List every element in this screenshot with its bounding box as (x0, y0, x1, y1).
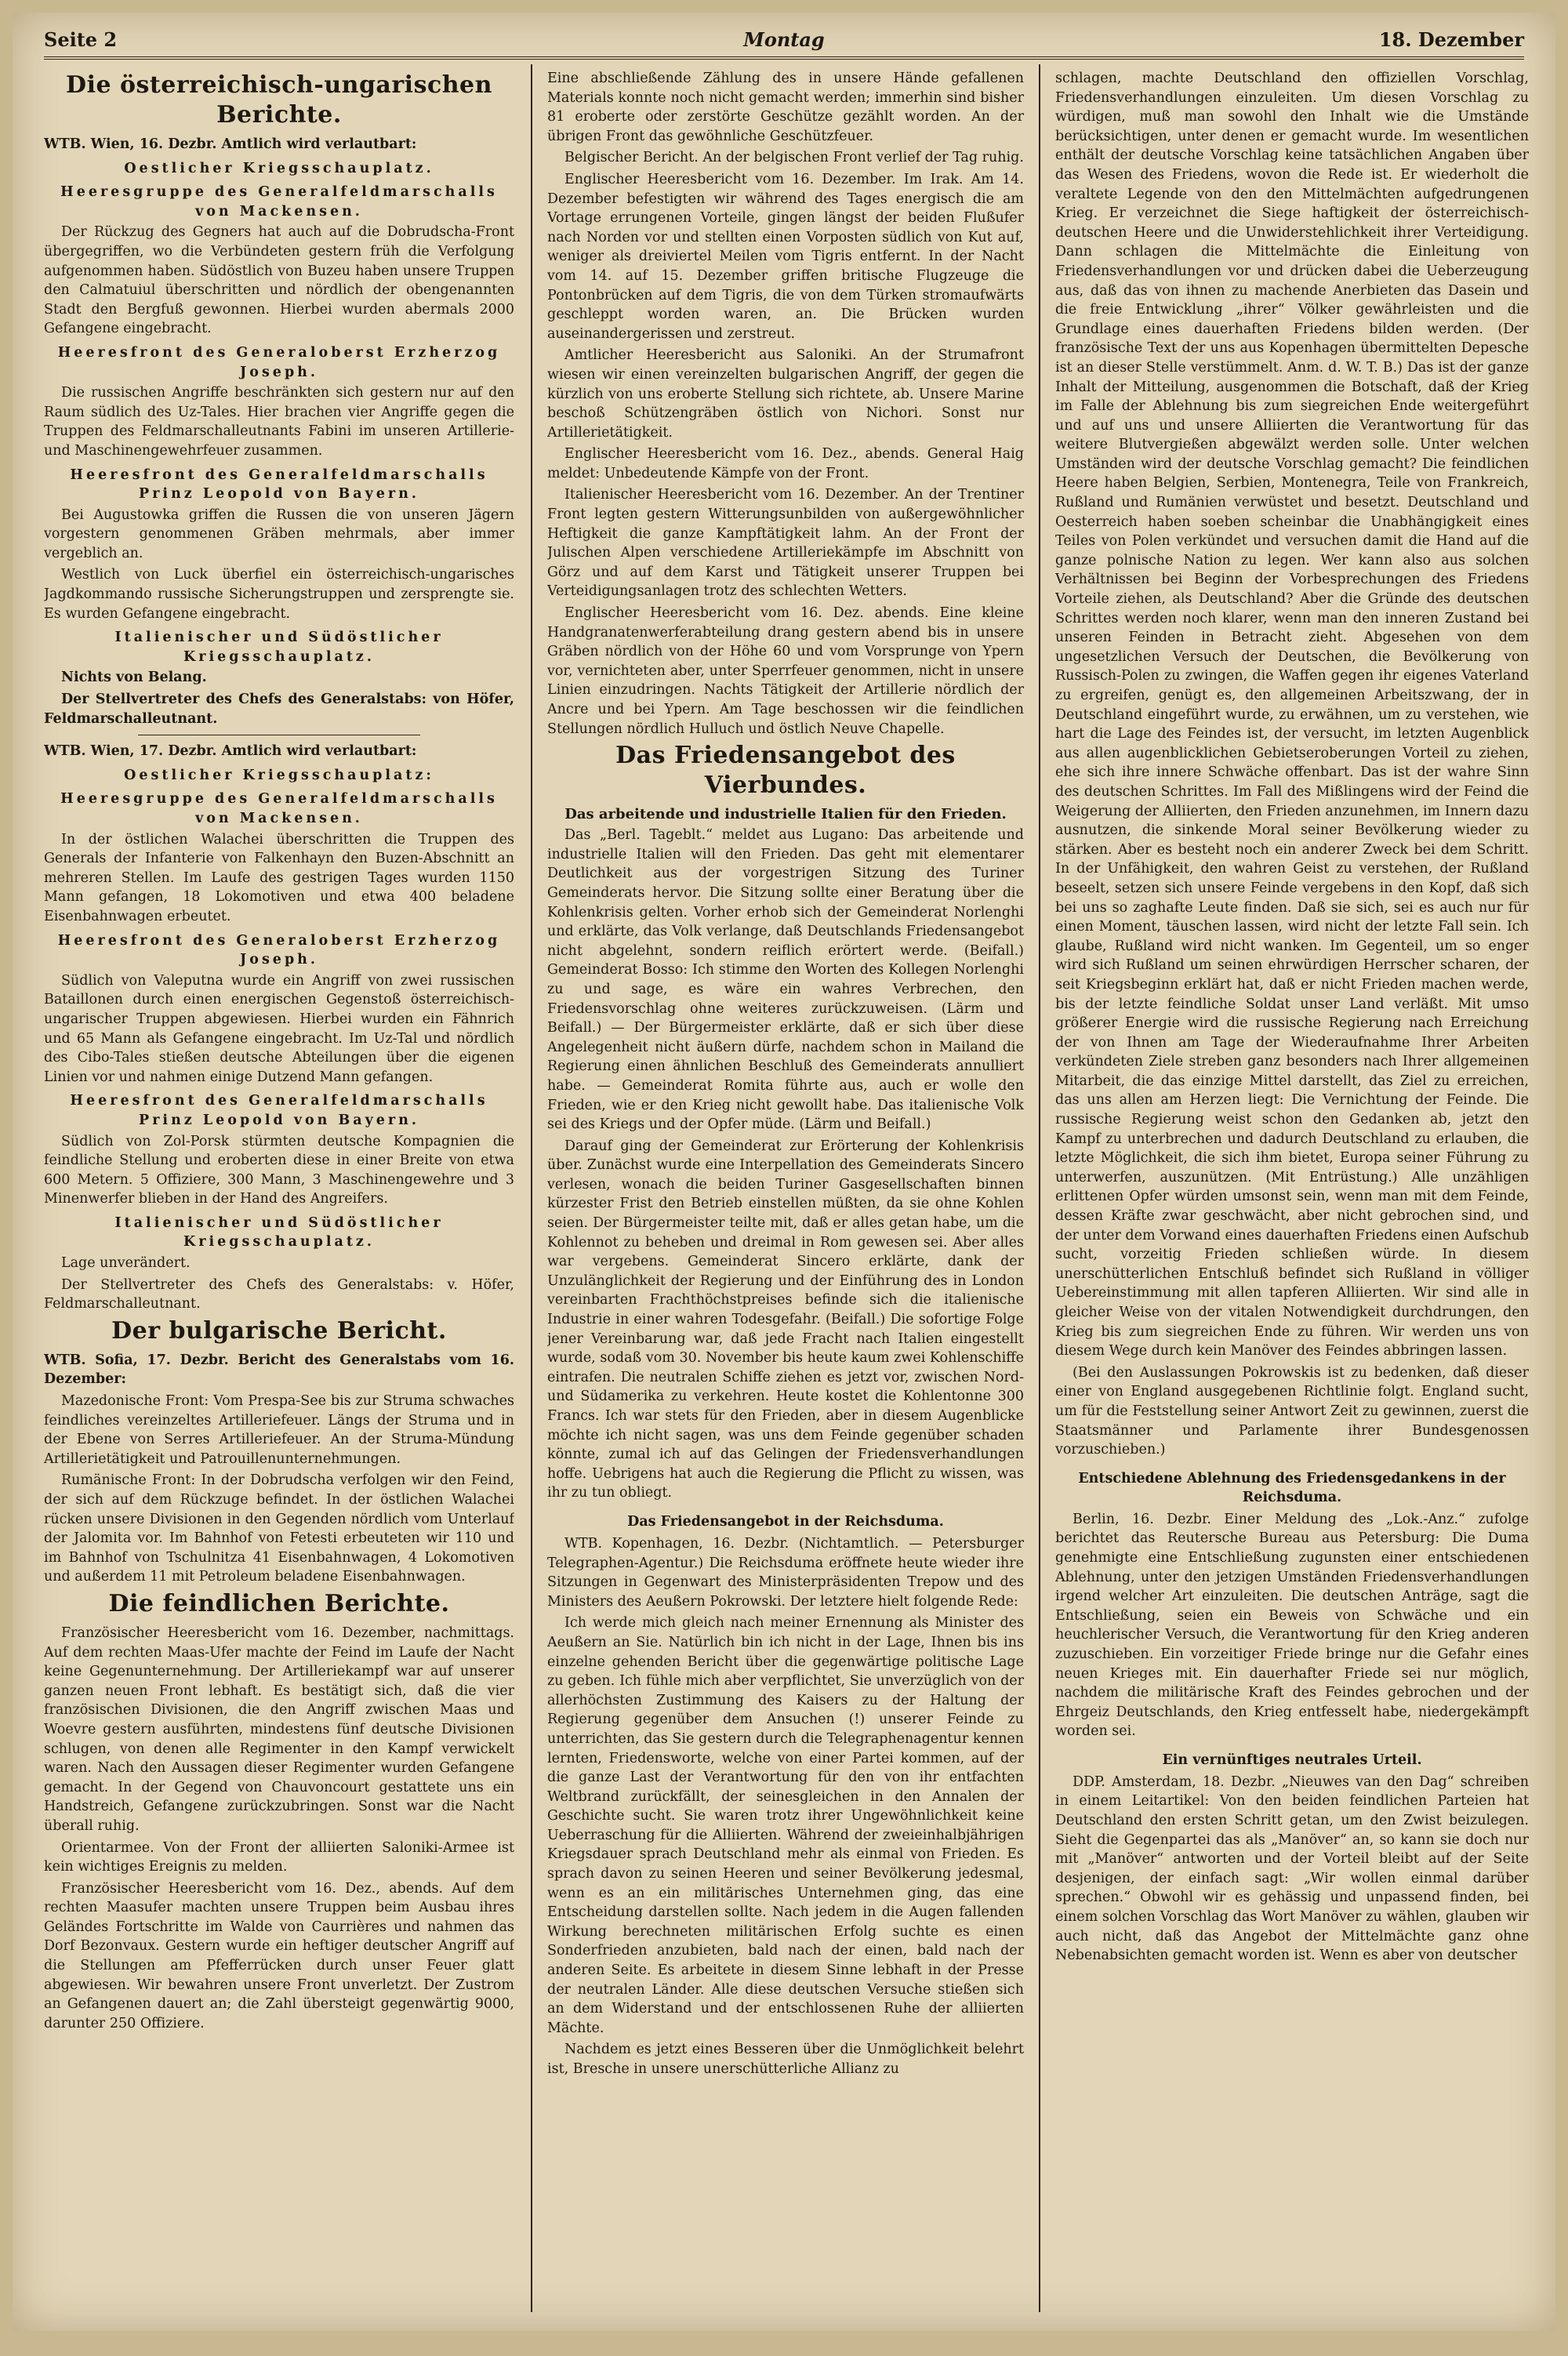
article-paragraph: Englischer Heeresbericht vom 16. Dezember. Im Irak. Am 14. Dezember befestigten wir während des Tages energisch die am Vortage errungenen Vorteile, gingen längst der beiden Flußufer nach Norden vor und stellten einen Vorposten südlich von Kut auf, weniger als dreiviertel Meilen vom Tigris entfernt. In der Nacht vom 14. auf 15. Dezember griffen britische Flugzeuge die Pontonbrücken auf dem Tigris, die von dem Türken stromaufwärts geschleppt worden waren, an. Die Brücken wurden auseinandergerissen und zerstreut. (547, 171, 1024, 342)
page-number: Seite 2 (44, 28, 118, 51)
article-paragraph: schlagen, machte Deutschland den offiziellen Vorschlag, Friedensverhandlungen einzuleiten. Um diesen Vorschlag zu würdigen, muß man sowohl den Inhalt wie die Umstände berücksichtigen, unter denen er gemacht wurde. Im wesentlichen enthält der deutsche Vorschlag keine tatsächlichen Angaben über das Wesen des Friedens, wovon die Rede ist. Er wiederholt die veraltete Legende von den den Mittelmächten aufgedrungenen Krieg. Er verzeichnet die Siege haftigkeit der österreichisch-deutschen Heere und die Unwiderstehlichkeit ihrer Verteidigung. Dann schlagen die Mittelmächte die Einleitung von Friedensverhandlungen vor und drücken dabei die Ueberzeugung aus, daß das von ihnen zu machende Anerbieten das Dasein und die freie Entwicklung „ihrer“ Völker gewährleisten und die Grundlage eines dauerhaften Friedens bilden werden. (Der französische Text der uns aus Kopenhagen übermittelten Depesche ist an dieser Stelle verstümmelt. Anm. d. W. T. B.) Das ist der ganze Inhalt der Mitteilung, ausgenommen die Botschaft, daß der Krieg im Falle der Ablehnung bis zum siegreichen Ende weitergeführt und auf uns und unsere Alliierten die Verantwortung für das weitere Blutvergießen abgewälzt werden solle. Unter welchen Umständen wird der deutsche Vorschlag gemacht? Die feindlichen Heere haben Belgien, Serbien, Montenegra, Teile von Frankreich, Rußland und Rumänien verwüstet und besetzt. Deutschland und Oesterreich haben soeben scheinbar die Unabhängigkeit eines Teiles von Polen verkündet und versuchen damit die Hand auf die ganze polnische Nation zu legen. Wer kann also aus solchen Verhältnissen bei Beginn der Vorbesprechungen des Friedens Vorteile ziehen, als Deutschland? Aber die Gründe des deutschen Schrittes werden noch klarer, wenn man den inneren Zustand bei unseren Feinden in Betracht zieht. Abgesehen von dem ungesetzlichen Versuch der Deutschen, die Bevölkerung von Russisch-Polen zu zwingen, die Waffen gegen ihr eigenes Vaterland zu ergreifen, genügt es, den allgemeinen Arbeitszwang, der in Deutschland eingeführt wurde, zu erwähnen, um zu verstehen, wie hart die Lage des Feindes ist, der versucht, im letzten Augenblick aus allen augenblicklichen Gebietseroberungen Vorteil zu ziehen, ehe sich ihre innere Schwäche offenbart. Das ist der wahre Sinn des deutschen Schrittes. Im Fall des Mißlingens wird der Feind die Weigerung der Alliierten, den Frieden anzunehmen, im Innern dazu ausnutzen, die sinkende Moral seiner Bevölkerung wieder zu stärken. Aber es besteht noch ein anderer Zweck bei dem Schritt. In der Unfähigkeit, den wahren Geist zu verstehen, der Rußland beseelt, setzen sich unsere Feinde vergebens in den Kopf, daß sich bei uns so zaghafte Leute finden. Daß sie sich, sei es auch nur für einen Moment, täuschen lassen, wird nicht der letzte Fall sein. Ich glaube, Rußland wird nicht wanken. Im Gegenteil, um so enger wird sich Rußland um seinen ehrwürdigen Herrscher scharen, der seit Kriegsbeginn erklärt hat, daß er nicht Frieden machen werde, bis der letzte feindliche Soldat unser Land verläßt. Mit umso größerer Energie wird die russische Regierung nach Erreichung der von Ihnen am Tage der Wiederaufnahme Ihrer Arbeiten verkündeten Ziele streben ganz besonders nach Ihrer allgemeinen Mitarbeit, die das einzige Mittel darstellt, das Ziel zu erreichen, das uns allen am Herzen liegt: Die Vernichtung der Feinde. Die russische Regierung weist schon den Gedanken ab, jetzt den Kampf zu unterbrechen und dadurch Deutschland zu erlauben, die letzte Möglichkeit, die sich ihm bietet, Europa seiner Führung zu unterwerfen, auszunützen. (Mit Entrüstung.) Alle unzähligen erlittenen Opfer würden umsonst sein, wenn man mit dem Feinde, dessen Kräfte zwar geschwächt, aber nicht gebrochen sind, und der unter dem Vorwand eines dauerhaften Friedens einen Aufschub sucht, vorzeitig Frieden schließen würde. In diesem unerschütterlichen Entschluß befindet sich Rußland in völliger Uebereinstimmung mit allen tapferen Alliierten. Wir sind alle in gleicher Weise von der vitalen Notwendigkeit durchdrungen, den Krieg bis zum siegreichen Ende zu führen. Wir werden uns von diesem Wege durch kein Manöver des Feindes abbringen lassen. (1055, 71, 1529, 1360)
army-group-heading: Heeresgruppe des Generalfeldmarschalls von Mackensen. (60, 184, 498, 220)
article-paragraph: Belgischer Bericht. An der belgischen Front verlief der Tag ruhig. (564, 150, 1024, 166)
article-paragraph: DDP. Amsterdam, 18. Dezbr. „Nieuwes van den Dag“ schreiben in einem Leitartikel: Von den beiden feindlichen Parteien hat Deutschland den ersten Schritt getan, um den Zwist beizulegen. Sieht die Gegenpartei das als „Manöver“ an, so kann sie doch nur mit „Manöver“ antworten und der Vorteil bleibt auf der Seite desjenigen, der einfach sagt: „Wir wollen einmal darüber sprechen.“ Obwohl wir es gehässig und unpassend finden, bei einem solchen Vorschlag das Wort Manöver zu wählen, glauben wir auch nicht, daß das Angebot der Mittelmächte ganz ohne Nebenabsichten gemacht worden ist. Wenn es aber von deutscher (1055, 1773, 1529, 1964)
column-rule (1039, 64, 1040, 2312)
article-paragraph: Französischer Heeresbericht vom 16. Dez., abends. Auf dem rechten Maasufer machten unsere Truppen beim Ausbau ihres Geländes Fortschritte im Walde von Caurrières und nahmen das Dorf Bezonvaux. Gestern wurde ein heftiger deutscher Angriff auf die Stellungen am Pfefferrücken durch unser Feuer glatt abgewiesen. Wir bewahren unsere Front unverletzt. Der Zustrom an Gefangenen dauert an; die Zahl übersteigt gegenwärtig 9000, darunter 250 Offiziere. (44, 1880, 514, 2031)
article-paragraph: Westlich von Luck überfiel ein österreichisch-ungarisches Jagdkommando russische Sicherungstruppen und zersprengte sie. Es wurden Gefangene eingebracht. (44, 567, 514, 622)
report-lead: WTB. Wien, 17. Dezbr. Amtlich wird verlautbart: (44, 743, 417, 760)
weekday: Montag (743, 28, 825, 51)
section-title-enemy-reports: Die feindlichen Berichte. (108, 1589, 450, 1617)
army-group-heading: Heeresfront des Generaloberst Erzherzog Joseph. (57, 932, 501, 968)
article-paragraph: Italienischer Heeresbericht vom 16. Dezember. An der Trentiner Front legten gestern Witterungsunbilden von außergewöhnlicher Heftigkeit die ganze Kampftätigkeit lahm. An der Front der Julischen Alpen verschiedene Artilleriekämpfe im Abschnitt von Görz und auf dem Karst und Tätigkeit unserer Truppen bei Verteidigungsanlagen trotz des schlechten Wetters. (547, 487, 1024, 600)
article-paragraph: Südlich von Valeputna wurde ein Angriff von zwei russischen Bataillonen durch einen energischen Gegenstoß österreichisch-ungarischer Truppen abgewiesen. Hierbei wurden ein Fähnrich und 65 Mann als Gefangene eingebracht. Im Uz-Tal und nördlich des Cibo-Tales stießen deutsche Abteilungen über die eigenen Linien vor und nahmen einige Dutzend Mann gefangen. (44, 972, 514, 1085)
theater-heading: Oestlicher Kriegsschauplatz: (124, 767, 434, 783)
theater-heading: Italienischer und Südöstlicher Kriegsschauplatz. (114, 630, 444, 665)
article-paragraph: Das „Berl. Tageblt.“ meldet aus Lugano: Das arbeitende und industrielle Italien will den Frieden. Das geht mit elementarer Deutlichkeit aus der vorgestrigen Sitzung des Turiner Gemeinderats hervor. Die Sitzung sollte einer Beratung über die Kohlenkrisis gelten. Vorher erhob sich der Gemeinderat Norlenghi und erklärte, das Volk verlange, daß Deutschlands Friedensangebot nicht abgelehnt, sondern reiflich erörtert werde. (Beifall.) Gemeinderat Bosso: Ich stimme den Worten des Kollegen Norlenghi zu und sage, es wäre ein wahres Verbrechen, den Friedensvorschlag ohne weiteres zurückzuweisen. (Lärm und Beifall.) — Der Bürgermeister erklärte, daß er sich über diese Angelegenheit nicht äußern dürfe, nachdem schon in Mailand die Regierung einen ähnlichen Beschluß des Gemeinderats annulliert habe. — Gemeinderat Romita führte aus, auch er wolle den Frieden, wie er den Krieg nicht gewollt habe. Das italienische Volk sei des Kriegs und der Opfer müde. (Lärm und Beifall.) (547, 827, 1024, 1133)
subheading: Das Friedensangebot in der Reichsduma. (627, 1513, 944, 1530)
article-paragraph: Darauf ging der Gemeinderat zur Erörterung der Kohlenkrisis über. Zunächst wurde eine Interpellation des Gemeinderats Sincero verlesen, wonach die beiden Turiner Gasgesellschaften binnen kürzester Frist den Betrieb einstellen müßten, da sie ohne Kohlen seien. Der Bürgermeister teilte mit, daß er alles getan habe, um die Kohlennot zu beheben und dreimal in Rom gewesen sei. Aber alles war vergebens. Gemeinderat Sincero erklärte, dank der Unzulänglichkeit der Regierung und der Einführung des in London vereinbarten Frachthöchstpreises befinde sich die italienische Industrie in einer wahren Todesgefahr. (Beifall.) Die sofortige Folge jener Vereinbarung war, daß jede Fracht nach Italien eingestellt wurde, sodaß vom 30. November bis heute kaum zwei Kohlenschiffe eintrafen. Die neutralen Schiffe ziehen es jetzt vor, zwischen Nord- und Südamerika zu verkehren. Heute kostet die Kohlentonne 300 Francs. Ich war stets für den Frieden, aber in diesem Augenblicke möchte ich nicht sagen, was uns dem Feinde gegenüber schaden könnte, zumal ich auf das Gelingen der Friedensverhandlungen hoffe. Uebrigens hat auch die Regierung die Pflicht zu wissen, was ihr zu tun obliegt. (547, 1138, 1024, 1501)
article-paragraph: Mazedonische Front: Vom Prespa-See bis zur Struma schwaches feindliches vereinzeltes Artilleriefeuer. Längs der Struma und in der Ebene von Serres Artilleriefeuer. An der Struma-Mündung Artillerietätigkeit und Patrouillenunternehmungen. (44, 1393, 514, 1467)
section-title-austro-hungarian: Die österreichisch-ungarischen Berichte. (66, 71, 492, 129)
article-paragraph: Orientarmee. Von der Front der alliierten Saloniki-Armee ist kein wichtiges Ereignis zu melden. (44, 1839, 514, 1875)
army-group-heading: Heeresfront des Generaloberst Erzherzog Joseph. (57, 344, 501, 380)
newspaper-page (13, 13, 1555, 2331)
report-lead: WTB. Sofia, 17. Dezbr. Bericht des Generalstabs vom 16. Dezember: (44, 1352, 514, 1388)
article-paragraph: Die russischen Angriffe beschränkten sich gestern nur auf den Raum südlich des Uz-Tales. Hier brachen vier Angriffe gegen die Truppen des Feldmarschalleutnants Fabini im unseren Artillerie- und Maschinengewehrfeuer zusammen. (44, 385, 514, 459)
article-paragraph: Französischer Heeresbericht vom 16. Dezember, nachmittags. Auf dem rechten Maas-Ufer machte der Feind im Laufe der Nacht keine Gegenunternehmung. Der Artilleriekampf war auf unserer ganzen neuen Front lebhaft. Es bestätigt sich, daß die vier französischen Divisionen, die den Angriff zwischen Maas und Woevre gestern ausführten, mindestens fünf deutsche Divisionen schlugen, von denen alle Regimenter in den Kampf verwickelt waren. Nach den Aussagen dieser Regimenter wurden Gefangene gemacht. In der Gegend von Chauvoncourt gestattete uns ein Handstreich, Gefangene zurückzubringen. Sonst war die Nacht überall ruhig. (44, 1625, 514, 1834)
article-paragraph: Lage unverändert. (61, 1255, 191, 1272)
article-paragraph: Amtlicher Heeresbericht aus Saloniki. An der Strumafront wiesen wir einen vereinzelten bulgarischen Angriff, der gegen die kürzlich von uns eroberte Stellung sich richtete, ab. Unsere Marine beschoß Schützengräben östlich von Nichori. Sonst nur Artillerietätigkeit. (547, 347, 1024, 441)
column-1 (44, 69, 514, 2312)
subheading: Das arbeitende und industrielle Italien für den Frieden. (564, 806, 1007, 823)
article-paragraph: Ich werde mich gleich nach meiner Ernennung als Minister des Aeußern an Sie. Natürlich bin ich nicht in der Lage, Ihnen bis ins einzelne gehenden Bericht über die gegenwärtige politische Lage zu geben. Ich fühle mich aber verpflichtet, Sie unverzüglich von der allerhöchsten Zustimmung des Kaisers zu der Haltung der Regierung gegenüber dem Ansuchen (!) unserer Feinde zu unterrichten, das Sie gestern durch die Telegraphenagentur kennen lernten, Friedensworte, welche von einer Partei kommen, auf der die ganze Last der Verantwortung für den von ihr entfachten Weltbrand zurückfällt, der seinesgleichen in den Annalen der Geschichte sucht. Sie waren trotz ihrer Ungewöhnlichkeit keine Ueberraschung für die Alliierten. Während der zweieinhalbjährigen Kriegsdauer sprach Deutschland mehr als einmal von Frieden. Es sprach davon zu seinen Heeren und seiner Bevölkerung jedesmal, wenn es an ein militärisches Unternehmen ging, das eine Entscheidung darstellen sollte. Nach jedem in die Augen fallenden Wirkung berechneten militärischen Erfolg suchte es einen Sonderfrieden anzubieten, bald nach der einen, bald nach der anderen Seite. Es arbeitete in diesem Sinne lebhaft in der Presse der neutralen Länder. Alle diese deutschen Versuche stießen sich an dem Widerstand und der entschlossenen Ruhe der alliierten Mächte. (547, 1615, 1024, 2036)
column-rule (531, 64, 532, 2312)
article-paragraph: Rumänische Front: In der Dobrudscha verfolgen wir den Feind, der sich auf dem Rückzuge befindet. In der östlichen Walachei rücken unsere Divisionen in den Gegenden nördlich vom Unterlauf der Jalomita vor. Im Bahnhof von Fetesti erbeuteten wir 110 und im Bahnhof von Tschulnitza 41 Eisenbahnwagen, 4 Lokomotiven und außerdem 11 mit Petroleum beladene Eisenbahnwagen. (44, 1472, 514, 1585)
theater-heading: Italienischer und Südöstlicher Kriegsschauplatz. (114, 1214, 444, 1251)
article-paragraph: Der Rückzug des Gegners hat auch auf die Dobrudscha-Front übergegriffen, wo die Verbündeten gestern früh die Verfolgung aufgenommen haben. Südöstlich von Buzeu haben unsere Truppen den Calmatuiul überschritten und nördlich der obengenannten Stadt den Bergfuß gewonnen. Hierbei wurden abermals 2000 Gefangene eingebracht. (44, 224, 514, 337)
army-group-heading: Heeresfront des Generalfeldmarschalls Prinz Leopold von Bayern. (70, 466, 488, 503)
article-paragraph: Berlin, 16. Dezbr. Einer Meldung des „Lok.-Anz.“ zufolge berichtet das Reutersche Bureau aus Petersburg: Die Duma genehmigte eine Entschließung zugunsten einer entschiedenen Ablehnung, unter den jetzigen Umständen Friedensverhandlungen irgend welcher Art einzuleiten. Die deutschen Anträge, sagt die Entschließung, seien ein Beweis von Schwäche und ein heuchlerischer Versuch, die Verantwortung für den Krieg anderen zuzuschieben. Ein vorzeitiger Friede bringe nur die Gefahr eines neuen Krieges mit. Ein dauerhafter Friede sei nur möglich, nachdem die militärische Kraft des Feindes gebrochen und der Ehrgeiz Deutschlands, den Krieg entfesselt habe, niedergekämpft worden sei. (1055, 1511, 1529, 1740)
column-2 (547, 69, 1024, 2312)
theater-heading: Oestlicher Kriegsschauplatz. (124, 160, 434, 176)
article-paragraph: Südlich von Zol-Porsk stürmten deutsche Kompagnien die feindliche Stellung und eroberten diese in einer Breite von etwa 600 Metern. 5 Offiziere, 300 Mann, 3 Maschinengewehre und 3 Minenwerfer blieben in der Hand des Angreifers. (44, 1133, 514, 1207)
signature: Der Stellvertreter des Chefs des Generalstabs: v. Höfer, Feldmarschalleutnant. (44, 1276, 514, 1312)
article-paragraph: WTB. Kopenhagen, 16. Dezbr. (Nichtamtlich. — Petersburger Telegraphen-Agentur.) Die Reichsduma eröffnete heute wieder ihre Sitzungen in Gegenwart des Ministerpräsidenten Trepow und des Ministers des Aeußern Pokrowski. Der letztere hielt folgende Rede: (547, 1535, 1024, 1610)
signature: Der Stellvertreter des Chefs des Generalstabs: von Höfer, Feldmarschalleutnant. (44, 692, 514, 727)
section-title-peace-offer: Das Friedensangebot des Vierbundes. (615, 742, 956, 800)
column-3 (1055, 69, 1529, 2312)
article-paragraph: (Bei den Auslassungen Pokrowskis ist zu bedenken, daß dieser einer von England ausgegebenen Richtlinie folgt. England sucht, um für die Feststellung seiner Antwort Zeit zu gewinnen, zuerst die Staatsmänner und Parlamente ihrer Bundesgenossen vorzuschieben.) (1055, 1364, 1529, 1458)
army-group-heading: Heeresfront des Generalfeldmarschalls Prinz Leopold von Bayern. (70, 1093, 488, 1128)
subheading: Entschiedene Ablehnung des Friedensgedankens in der Reichsduma. (1078, 1470, 1506, 1505)
subheading: Ein vernünftiges neutrales Urteil. (1162, 1752, 1422, 1768)
article-paragraph: Nachdem es jetzt eines Besseren über die Unmöglichkeit belehrt ist, Bresche in unsere unerschütterliche Allianz zu (547, 2042, 1024, 2077)
running-header (44, 22, 1524, 60)
article-paragraph: In der östlichen Walachei überschritten die Truppen des Generals der Infanterie von Falkenhayn den Buzen-Abschnitt an mehreren Stellen. Im Laufe des gestrigen Tages wurden 1150 Mann gefangen, 18 Lokomotiven und etwa 400 beladene Eisenbahnwagen erbeutet. (44, 831, 514, 924)
article-paragraph: Englischer Heeresbericht vom 16. Dez., abends. General Haig meldet: Unbedeutende Kämpfe von der Front. (547, 446, 1024, 481)
army-group-heading: Heeresgruppe des Generalfeldmarschalls von Mackensen. (60, 791, 498, 826)
section-title-bulgarian: Der bulgarische Bericht. (111, 1316, 447, 1345)
article-paragraph: Bei Augustowka griffen die Russen die von unseren Jägern vorgestern genommenen Gräben mehrmals, aber immer vergeblich an. (44, 506, 514, 561)
article-paragraph: Englischer Heeresbericht vom 16. Dez. abends. Eine kleine Handgranatenwerferabteilung drang gestern abend bis in unsere Gräben nördlich von der Höhe 60 und vom Vorsprunge von Ypern vor, vernichteten aber, unter Sperrfeuer genommen, nicht in unsere Linien einzudringen. Nachts Tätigkeit der Artillerie nördlich der Ancre und bei Ypern. Am Tage beschossen wir die feindlichen Stellungen nördlich Hulluch und östlich Neuve Chapelle. (547, 605, 1024, 737)
report-lead: WTB. Wien, 16. Dezbr. Amtlich wird verlautbart: (44, 136, 417, 152)
article-paragraph: Nichts von Belang. (61, 670, 207, 686)
article-paragraph: Eine abschließende Zählung des in unsere Hände gefallenen Materials konnte noch nicht gemacht werden; immerhin sind bisher 81 eroberte oder zerstörte Geschütze gezählt worden. An der übrigen Front das gewöhnliche Geschützfeuer. (547, 71, 1024, 144)
issue-date: 18. Dezember (1378, 28, 1524, 51)
